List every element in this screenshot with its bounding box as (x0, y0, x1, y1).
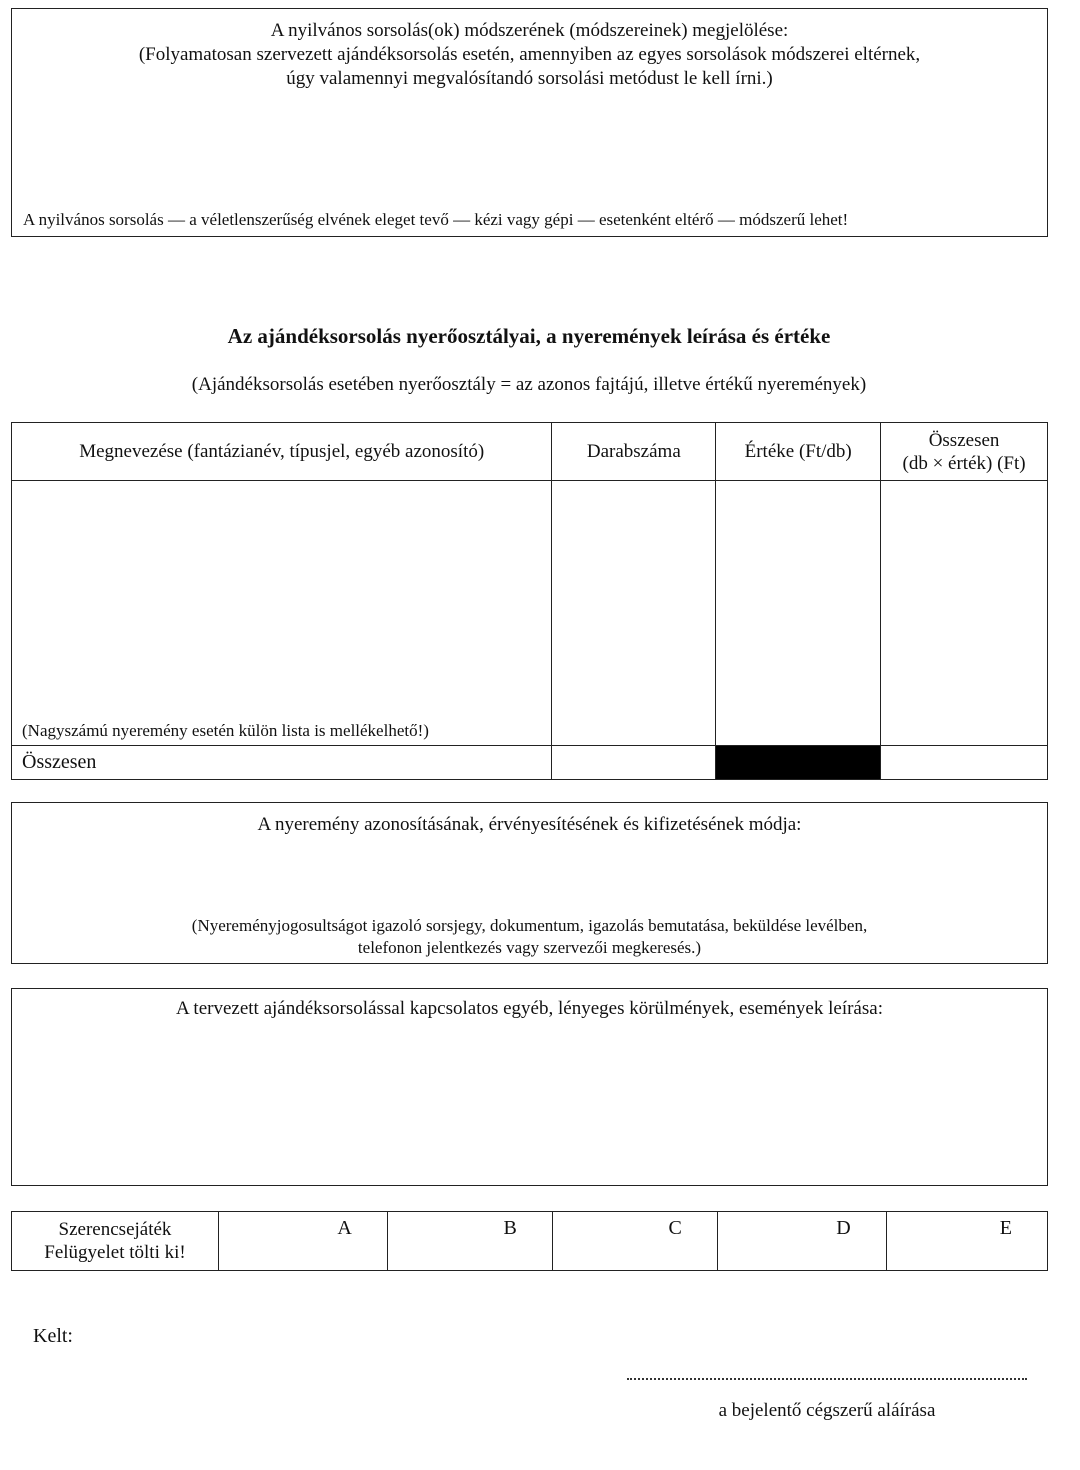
office-col-c[interactable]: C (552, 1212, 717, 1271)
office-col-e[interactable]: E (886, 1212, 1047, 1271)
col-header-name: Megnevezése (fantázianév, típusjel, egyéb azonosító) (12, 423, 552, 481)
total-quantity-cell[interactable] (552, 746, 716, 780)
office-use-label-line2: Felügyelet tölti ki! (44, 1242, 186, 1263)
col-header-total-line1: Összesen (928, 429, 1000, 451)
prizes-subtitle: (Ajándéksorsolás esetében nyerőosztály = az azonos fajtájú, illetve értékű nyeremények) (191, 374, 867, 395)
method-hint-line1: (Folyamatosan szervezett ajándéksorsolás esetén, amennyiben az egyes sorsolások módszerei eltérnek, (138, 44, 921, 65)
grand-total-cell[interactable] (881, 746, 1048, 780)
method-title: A nyilvános sorsolás(ok) módszerének (módszereinek) megjelölése: (270, 20, 789, 41)
prize-quantity-cell[interactable] (552, 481, 716, 746)
office-use-label (12, 1212, 219, 1271)
payout-hint (12, 915, 1047, 959)
payout-section (11, 802, 1048, 964)
prizes-title: Az ajándéksorsolás nyerőosztályai, a nyeremények leírása és értéke (227, 324, 831, 348)
date-label: Kelt: (33, 1325, 73, 1347)
prizes-entry-row (12, 481, 1048, 746)
list-note: (Nagyszámú nyeremény esetén külön lista is mellékelhető!) (22, 721, 429, 740)
office-use-table (11, 1211, 1048, 1271)
prizes-total-row (12, 746, 1048, 780)
prize-unit-value-cell[interactable] (716, 481, 881, 746)
prize-total-cell[interactable] (881, 481, 1048, 746)
payout-hint-line2: telefonon jelentkezés vagy szervezői megkeresés.) (357, 938, 702, 957)
blacked-out-cell (716, 746, 881, 780)
method-section (11, 8, 1048, 237)
prizes-table (11, 422, 1048, 780)
col-header-quantity: Darabszáma (552, 423, 716, 481)
method-footnote: A nyilvános sorsolás — a véletlenszerűség elvének eleget tevő — kézi vagy gépi — esetenként eltérő — módszerű lehet! (23, 210, 849, 229)
col-header-total (881, 423, 1048, 481)
payout-title: A nyeremény azonosításának, érvényesítésének és kifizetésének módja: (257, 814, 802, 835)
other-circumstances-title: A tervezett ajándéksorsolással kapcsolatos egyéb, lényeges körülmények, események leírása: (176, 998, 883, 1019)
col-header-unit-value: Értéke (Ft/db) (716, 423, 881, 481)
method-hint-line2: úgy valamennyi megvalósítandó sorsolási metódust le kell írni.) (286, 68, 773, 89)
office-use-label-line1: Szerencsejáték (58, 1219, 172, 1240)
col-header-total-line2: (db × érték) (Ft) (902, 452, 1026, 474)
total-label: Összesen (12, 746, 552, 780)
office-col-d[interactable]: D (717, 1212, 886, 1271)
prizes-header-row (12, 423, 1048, 481)
other-circumstances-section (11, 988, 1048, 1186)
office-use-row (12, 1212, 1048, 1271)
signature-label: a bejelentő cégszerű aláírása (718, 1400, 936, 1421)
office-col-b[interactable]: B (387, 1212, 552, 1271)
payout-hint-line1: (Nyereményjogosultságot igazoló sorsjegy, dokumentum, igazolás bemutatása, beküldése levélben, (191, 916, 868, 935)
signature-line[interactable] (627, 1378, 1027, 1380)
method-header (12, 19, 1047, 91)
office-col-a[interactable]: A (219, 1212, 388, 1271)
prize-name-cell[interactable] (12, 481, 552, 746)
